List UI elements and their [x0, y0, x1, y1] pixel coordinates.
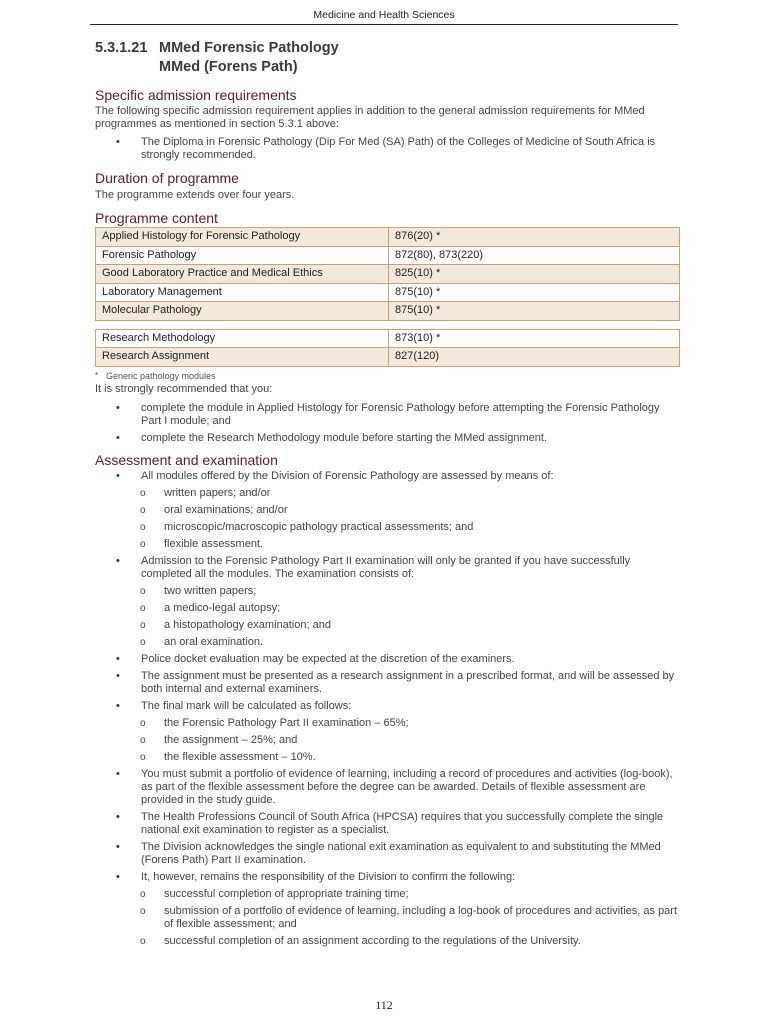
- table-row: [96, 348, 680, 367]
- section-title-line2: MMed (Forens Path): [159, 59, 298, 75]
- duration-text: The programme extends over four years.: [95, 189, 295, 201]
- admission-list: [95, 136, 680, 162]
- list-item: • You must submit a portfolio of evidence of learning, including a record of procedures and activities (log-book), as part of the flexible assessment before the degree can be awarded. Details of flexible assessment are provided in the study guide.: [95, 768, 680, 807]
- list-item: [95, 871, 680, 948]
- module-code: 875(10) *: [389, 302, 680, 321]
- table-row: [96, 329, 680, 348]
- admission-text: The following specific admission requirement applies in addition to the general admission requirements for MMed programmes as mentioned in section 5.3.1 above:: [95, 105, 645, 130]
- list-item-text: The final mark will be calculated as follows:: [141, 699, 352, 712]
- sub-list-item: o successful completion of an assignment according to the regulations of the University.: [95, 935, 680, 948]
- sub-list: [141, 487, 680, 551]
- module-code: 825(10) *: [389, 265, 680, 284]
- footnote-text: Generic pathology modules: [106, 370, 216, 381]
- sub-list-item: o two written papers;: [95, 585, 680, 598]
- list-item: • Police docket evaluation may be expected at the discretion of the examiners.: [95, 653, 680, 666]
- module-code: 876(20) *: [389, 228, 680, 247]
- sub-list-item: o the flexible assessment – 10%.: [95, 751, 680, 764]
- list-item: [95, 700, 680, 764]
- table-row: [96, 283, 680, 302]
- module-code: 875(10) *: [389, 283, 680, 302]
- recommend-text: It is strongly recommended that you:: [95, 382, 273, 395]
- list-item-text: Admission to the Forensic Pathology Part II examination will only be granted if you have successfully completed all the modules. The examination consists of:: [141, 554, 631, 580]
- module-name: Molecular Pathology: [96, 302, 389, 321]
- recommend-list: [95, 402, 680, 445]
- assessment-list: [95, 470, 680, 948]
- section-title: [95, 39, 680, 77]
- module-name: Laboratory Management: [96, 283, 389, 302]
- list-item: • complete the Research Methodology module before starting the MMed assignment.: [95, 432, 680, 445]
- sub-list-item: o written papers; and/or: [95, 487, 680, 500]
- table-row: [96, 302, 680, 321]
- list-item: • complete the module in Applied Histology for Forensic Pathology before attempting the Forensic Pathology Part I module; and: [95, 402, 680, 428]
- module-code: 873(10) *: [389, 329, 680, 348]
- content-heading: Programme content: [95, 210, 218, 226]
- list-item-text: All modules offered by the Division of Forensic Pathology are assessed by means of:: [141, 469, 554, 482]
- list-item: • The assignment must be presented as a research assignment in a prescribed format, and will be assessed by both internal and external examiners.: [95, 670, 680, 696]
- sub-list-item: o an oral examination.: [95, 636, 680, 649]
- module-name: Forensic Pathology: [96, 246, 389, 265]
- sub-list-item: o flexible assessment.: [95, 538, 680, 551]
- admission-heading: Specific admission requirements: [95, 87, 297, 103]
- programme-table-2: [95, 329, 680, 367]
- module-name: Research Methodology: [96, 329, 389, 348]
- module-name: Applied Histology for Forensic Pathology: [96, 228, 389, 247]
- sub-list: [141, 888, 680, 948]
- sub-list-item: o a histopathology examination; and: [95, 619, 680, 632]
- sub-list-item: o successful completion of appropriate training time;: [95, 888, 680, 901]
- sub-list: [141, 585, 680, 649]
- list-item-text: It, however, remains the responsibility of the Division to confirm the following:: [141, 870, 516, 883]
- table-row: [96, 265, 680, 284]
- table-row: [96, 228, 680, 247]
- list-item: • The Diploma in Forensic Pathology (Dip For Med (SA) Path) of the Colleges of Medicine of South Africa is strongly recommended.: [95, 136, 680, 162]
- list-item: [95, 470, 680, 551]
- sub-list-item: o oral examinations; and/or: [95, 504, 680, 517]
- assessment-heading: Assessment and examination: [95, 451, 278, 468]
- table-row: [96, 246, 680, 265]
- footnote: [95, 370, 680, 382]
- module-code: 872(80), 873(220): [389, 246, 680, 265]
- running-header: Medicine and Health Sciences: [90, 8, 678, 25]
- footnote-star: *: [95, 370, 99, 380]
- page-content: [95, 39, 680, 948]
- programme-table-1: [95, 227, 680, 321]
- page-number: 112: [375, 998, 393, 1012]
- sub-list-item: o the Forensic Pathology Part II examination – 65%;: [95, 717, 680, 730]
- module-name: Research Assignment: [96, 348, 389, 367]
- sub-list-item: o the assignment – 25%; and: [95, 734, 680, 747]
- sub-list-item: o microscopic/macroscopic pathology practical assessments; and: [95, 521, 680, 534]
- module-code: 827(120): [389, 348, 680, 367]
- duration-heading: Duration of programme: [95, 170, 239, 186]
- section-title-line1: MMed Forensic Pathology: [159, 40, 339, 56]
- module-name: Good Laboratory Practice and Medical Ethics: [96, 265, 389, 284]
- section-number: 5.3.1.21: [95, 40, 148, 56]
- list-item: • The Health Professions Council of South Africa (HPCSA) requires that you successfully complete the single national exit examination to register as a specialist.: [95, 811, 680, 837]
- sub-list: [141, 717, 680, 764]
- list-item: • The Division acknowledges the single national exit examination as equivalent to and substituting the MMed (Forens Path) Part II examination.: [95, 841, 680, 867]
- sub-list-item: o submission of a portfolio of evidence of learning, including a log-book of procedures and activities, as part of flexible assessment; and: [95, 905, 680, 931]
- sub-list-item: o a medico-legal autopsy;: [95, 602, 680, 615]
- list-item: [95, 555, 680, 649]
